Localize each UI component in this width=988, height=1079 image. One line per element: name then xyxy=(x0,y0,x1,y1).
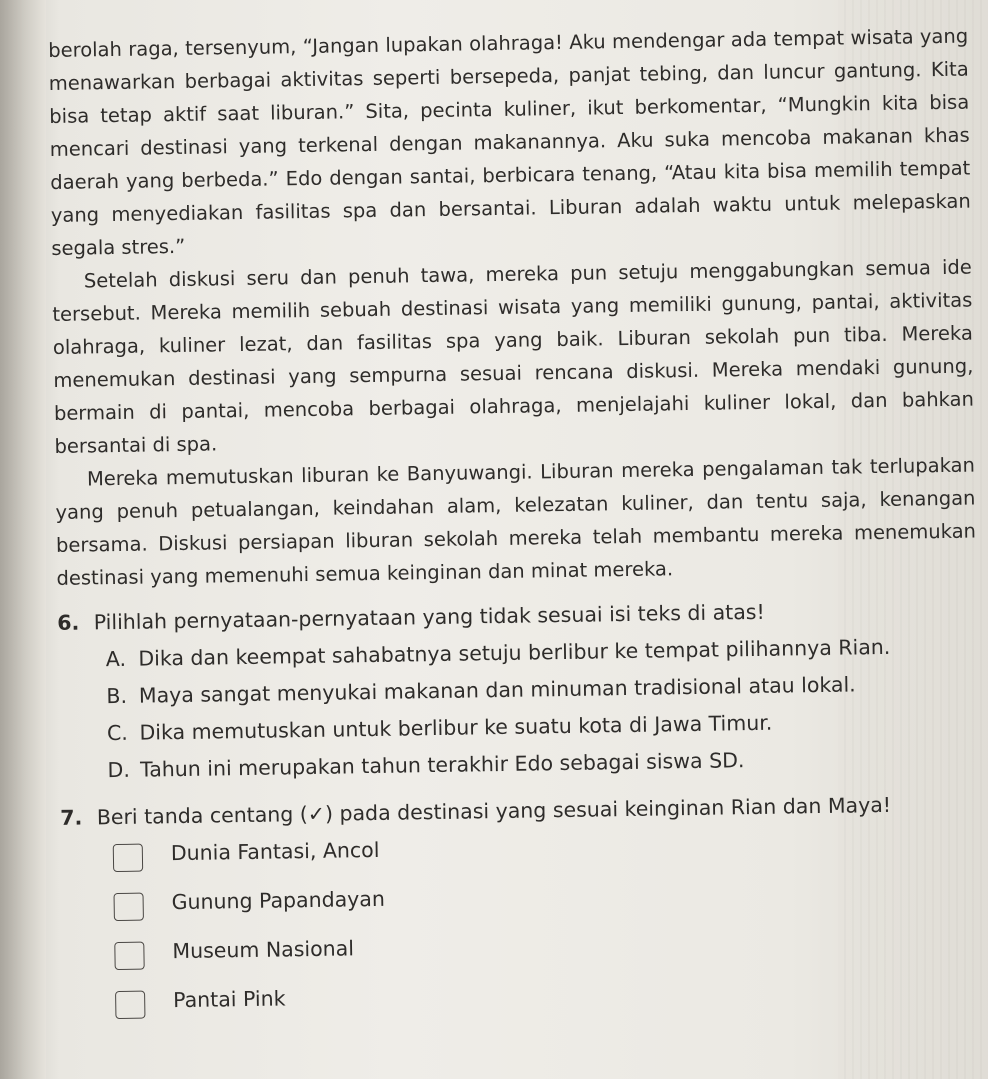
paragraph-3: Mereka memutuskan liburan ke Banyuwangi. Liburan mereka pengalaman tak terlupakan yang penuh petualangan, keindahan alam, kelezatan kuliner, dan tentu saja, kenangan bersama. Diskusi persiapan liburan sekolah mereka telah membantu mereka menemukan destinasi yang memenuhi semua keinginan dan minat mereka. xyxy=(55,453,977,590)
question-7 xyxy=(60,785,984,1032)
checkbox-label: Gunung Papandayan xyxy=(171,886,386,915)
option-d-letter: D. xyxy=(107,757,131,783)
paragraph-2: Setelah diskusi seru dan penuh tawa, mereka pun setuju menggabungkan semua ide tersebut. Mereka memilih sebuah destinasi wisata yang memiliki gunung, pantai, aktivitas olahraga, kuliner lezat, dan fasilitas spa yang baik. Liburan sekolah pun tiba. Mereka menemukan destinasi yang sempurna sesuai rencana diskusi. Mereka mendaki gunung, bermain di pantai, mencoba berbagai olahraga, menjelajahi kuliner lokal, dan bahkan bersantai di spa. xyxy=(52,255,975,458)
checkbox-museum-nasional[interactable] xyxy=(114,942,144,970)
question-6-text: Pilihlah pernyataan-pernyataan yang tidak sesuai isi teks di atas! xyxy=(93,599,765,635)
option-a-text: Dika dan keempat sahabatnya setuju berlibur ke tempat pilihannya Rian. xyxy=(138,634,891,671)
checkbox-label: Museum Nasional xyxy=(172,936,355,964)
paragraph-1: berolah raga, tersenyum, “Jangan lupakan olahraga! Aku mendengar ada tempat wisata yang menawarkan berbagai aktivitas seperti bersepeda, panjat tebing, dan luncur gantung. Kita bisa tetap aktif saat liburan.” Sita, pecinta kuliner, ikut berkomentar, “Mungkin kita bisa mencari destinasi yang terkenal dengan makanannya. Aku suka mencoba makanan khas daerah yang berbeda.” Edo dengan santai, berbicara tenang, “Atau kita bisa memilih tempat yang menyediakan fasilitas spa dan bersantai. Liburan adalah waktu untuk melepaskan segala stres.” xyxy=(48,24,971,260)
checkbox-label: Dunia Fantasi, Ancol xyxy=(170,837,380,866)
option-c-letter: C. xyxy=(106,720,129,746)
question-6 xyxy=(57,590,980,789)
option-b-text: Maya sangat menyukai makanan dan minuman tradisional atau lokal. xyxy=(138,672,856,708)
option-b-letter: B. xyxy=(106,683,128,709)
book-binding xyxy=(0,0,46,1079)
checkbox-dunia-fantasi[interactable] xyxy=(113,844,143,872)
option-a-letter: A. xyxy=(105,646,127,672)
question-6-number: 6. xyxy=(57,610,80,635)
checkbox-label: Pantai Pink xyxy=(173,986,286,1013)
page-content xyxy=(48,20,984,1033)
checkbox-gunung-papandayan[interactable] xyxy=(114,893,144,921)
option-c-text: Dika memutuskan untuk berlibur ke suatu kota di Jawa Timur. xyxy=(139,710,773,745)
question-7-text: Beri tanda centang (✓) pada destinasi yang sesuai keinginan Rian dan Maya! xyxy=(96,792,892,830)
question-7-number: 7. xyxy=(60,805,83,830)
option-d-text: Tahun ini merupakan tahun terakhir Edo sebagai siswa SD. xyxy=(139,748,745,782)
checkbox-pantai-pink[interactable] xyxy=(115,991,145,1019)
